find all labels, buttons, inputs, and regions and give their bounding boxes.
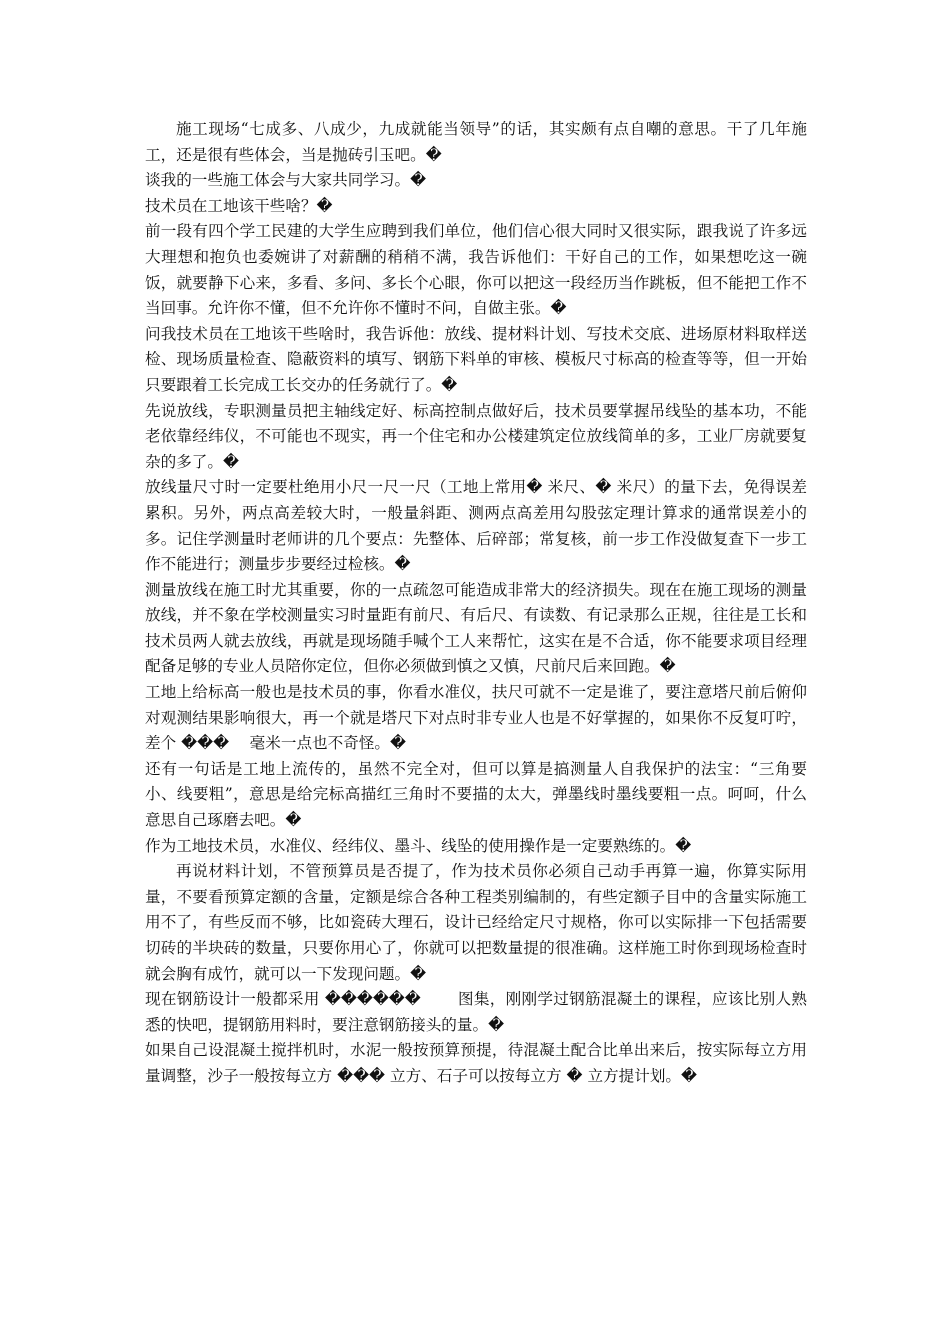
paragraph-survey-importance: 测量放线在施工时尤其重要，你的一点疏忽可能造成非常大的经济损失。现在在施工现场的测量放线，并不象在学校测量实习时量距有前尺、有后尺、有读数、有记录那么正规，往往是工长和技术员两人就去放线，再就是现场随手喊个工人来帮忙，这实在是不合适，你不能要求项目经理配备足够的专业人员陪你定位，但你必须做到慎之又慎，尺前尺后来回跑。� (145, 580, 807, 676)
paragraph-concrete: 如果自己设混凝土搅拌机时，水泥一般按预算预提，待混凝土配合比单出来后，按实际每立方用量调整，沙子一般按每立方 ��� 立方、石子可以按每立方 � 立方提计划。� (145, 1041, 807, 1085)
paragraph-duties: 问我技术员在工地该干些啥时，我告诉他：放线、提材料计划、写技术交底、进场原材料取样送检、现场质量检查、隐蔽资料的填写、钢筋下料单的审核、模板尺寸标高的检查等等，但一开始只要跟着工长完成工长交办的任务就行了。� (145, 324, 807, 394)
paragraph-question-heading: 技术员在工地该干些啥？� (145, 196, 333, 215)
document-body (145, 117, 807, 1090)
paragraph-material-plan: 再说材料计划，不管预算员是否提了，作为技术员你必须自己动手再算一遍，你算实际用量，不要看预算定额的含量，定额是综合各种工程类别编制的，有些定额子目中的含量实际施工用不了，有些反而不够，比如瓷砖大理石，设计已经给定尺寸规格，你可以实际排一下包括需要切砖的半块砖的数量，只要你用心了，你就可以把数量提的很准确。这样施工时你到现场检查时就会胸有成竹，就可以一下发现问题。� (145, 862, 807, 983)
paragraph-rebar: 现在钢筋设计一般都采用 ������ 图集，刚刚学过钢筋混凝土的课程，应该比别人熟悉的快吧，提钢筋用料时，要注意钢筋接头的量。� (145, 990, 807, 1034)
paragraph-measuring: 放线量尺寸时一定要杜绝用小尺一尺一尺（工地上常用� 米尺、� 米尺）的量下去，免得误差累积。另外，两点高差较大时，一般量斜距、测两点高差用勾股弦定理计算求的通常误差小的多。记住学测量时老师讲的几个要点：先整体、后碎部；常复核，前一步工作没做复查下一步工作不能进行；测量步步要经过检核。� (145, 478, 807, 574)
paragraph-instruments: 作为工地技术员，水准仪、经纬仪、墨斗、线坠的使用操作是一定要熟练的。� (145, 836, 692, 855)
paragraph-saying: 还有一句话是工地上流传的，虽然不完全对，但可以算是搞测量人自我保护的法宝：“三角要小、线要粗”，意思是给完标高描红三角时不要描的太大，弹墨线时墨线要粗一点。呵呵，什么意思自己琢磨去吧。� (145, 759, 807, 830)
paragraph-layout-basics: 先说放线，专职测量员把主轴线定好、标高控制点做好后，技术员要掌握吊线坠的基本功，不能老依靠经纬仪，不可能也不现实，再一个住宅和办公楼建筑定位放线简单的多，工业厂房就要复杂的多了。� (145, 401, 807, 471)
paragraph-intro: 施工现场“七成多、八成少，九成就能当领导”的话，其实颇有点自嘲的意思。干了几年施工，还是很有些体会，当是抛砖引玉吧。� (145, 120, 807, 164)
paragraph-share: 谈我的一些施工体会与大家共同学习。� (145, 171, 427, 190)
paragraph-graduates: 前一段有四个学工民建的大学生应聘到我们单位，他们信心很大同时又很实际，跟我说了许多远大理想和抱负也委婉讲了对薪酬的稍稍不满，我告诉他们：干好自己的工作，如果想吃这一碗饭，就要静下心来，多看、多问、多长个心眼，你可以把这一段经历当作跳板，但不能把工作不当回事。允许你不懂，但不允许你不懂时不问，自做主张。� (145, 222, 807, 318)
paragraph-elevation: 工地上给标高一般也是技术员的事，你看水准仪，扶尺可就不一定是谁了，要注意塔尺前后俯仰对观测结果影响很大，再一个就是塔尺下对点时非专业人也是不好掌握的，如果你不反复叮咛，差个 ��� 毫米一点也不奇怪。� (145, 683, 807, 753)
